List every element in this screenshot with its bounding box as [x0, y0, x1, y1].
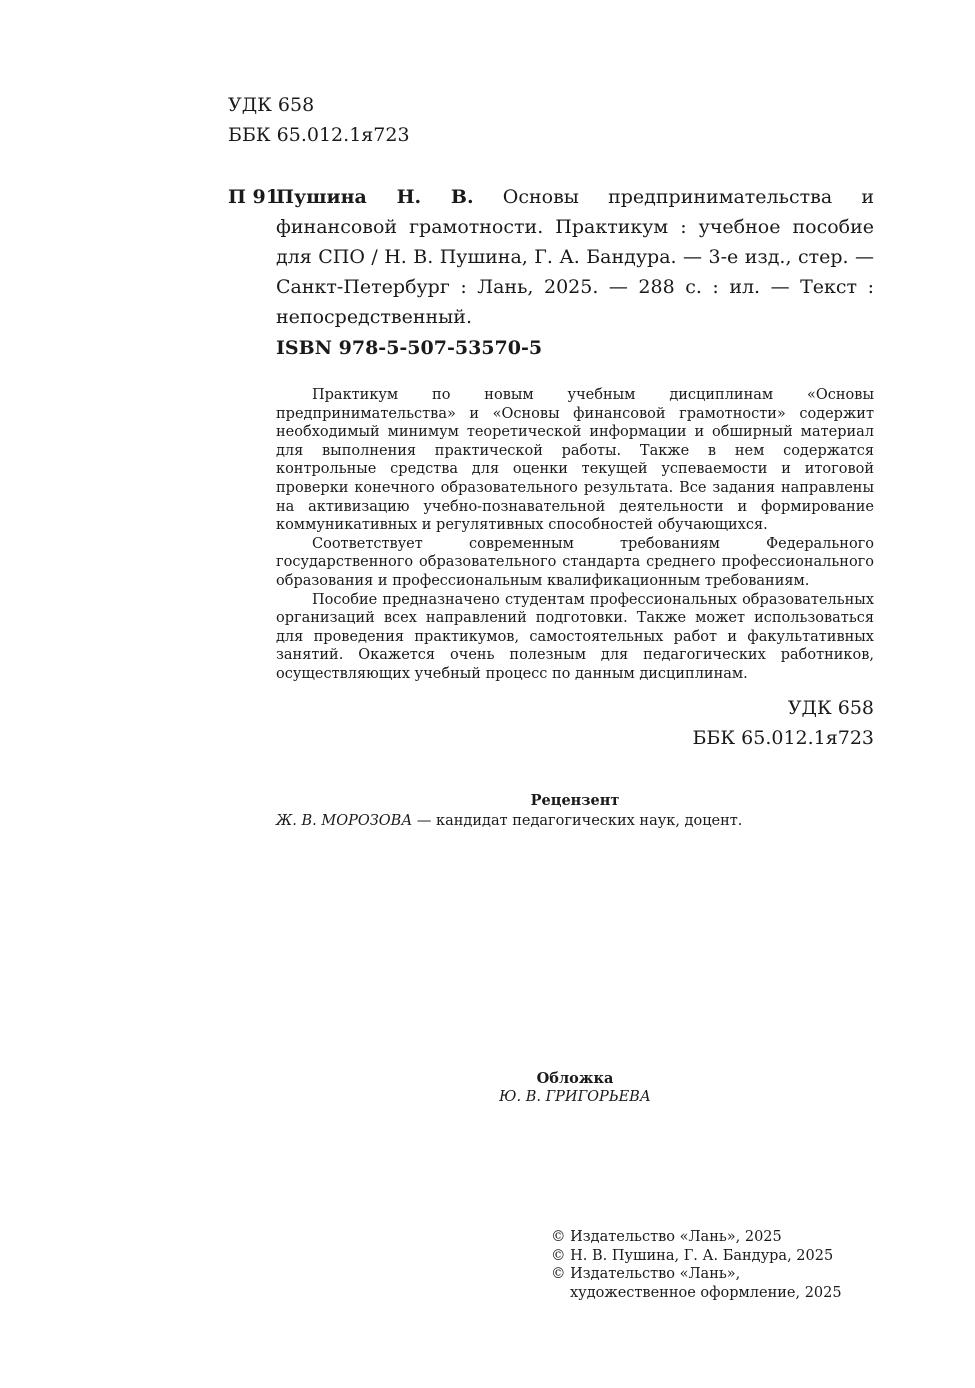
annotation-paragraph-1: Практикум по новым учебным дисциплинам «Основы предпринимательства» и «Основы финансовой грамотности» содержит необходимый минимум теоретической информации и обширный материал для выполнения практической работы. Также в нем содержатся контрольные средства для оценки текущей успеваемости и итоговой проверки конечного образовательного результата. Все задания направлены на активизацию учебно-познавательной деятельности и формирование коммуникативных и регулятивных способностей обучающихся. — [276, 387, 874, 534]
cover-name-text: Ю. В. ГРИГОРЬЕВА — [499, 1089, 651, 1105]
catalog-entry — [276, 182, 874, 332]
catalog-code-text: П 91 — [228, 186, 279, 208]
copyright-line-1: © Издательство «Лань», 2025 — [551, 1229, 782, 1245]
classification-bottom — [600, 693, 874, 753]
udk-top: УДК 658 — [228, 94, 315, 116]
reviewer-name: Ж. В. МОРОЗОВА — [276, 813, 413, 829]
isbn-text: ISBN 978-5-507-53570-5 — [276, 337, 543, 359]
reviewer-heading — [276, 792, 874, 811]
isbn — [276, 333, 542, 363]
copyright-block — [551, 1228, 881, 1302]
catalog-author: Пушина Н. В. — [276, 186, 474, 208]
copyright-line-2: © Н. В. Пушина, Г. А. Бандура, 2025 — [551, 1247, 834, 1264]
reviewer-heading-text: Рецензент — [530, 792, 620, 809]
classification-top — [228, 90, 410, 150]
udk-bottom: УДК 658 — [787, 697, 874, 719]
catalog-code — [228, 182, 279, 212]
annotation — [276, 386, 874, 684]
catalog-description: Основы предпринимательства и финансовой грамотности. Практикум : учебное пособие для СПО / Н. В. Пушина, Г. А. Бандура. — 3-е изд., стер. — Санкт-Петербург : Лань, 2025. — 288 с. : ил. — Текст : непосредственный. — [276, 186, 874, 328]
copyright-line-4: художественное оформление, 2025 — [570, 1284, 842, 1301]
reviewer-line — [276, 812, 874, 831]
annotation-paragraph-3: Пособие предназначено студентам профессиональных образовательных организаций всех направлений подготовки. Также может использоваться для проведения практикумов, самостоятельных работ и факультативных занятий. Окажется очень полезным для педагогических работников, осуществляющих учебный процесс по данным дисциплинам. — [276, 591, 874, 682]
annotation-paragraph-2: Соответствует современным требованиям Федерального государственного образовательного стандарта среднего профессионального образования и профессиональным квалификационным требованиям. — [276, 535, 874, 589]
bbk-bottom: ББК 65.012.1я723 — [692, 727, 874, 749]
cover-heading-text: Обложка — [536, 1070, 614, 1087]
bbk-top: ББК 65.012.1я723 — [228, 124, 410, 146]
cover-name — [276, 1088, 874, 1107]
copyright-line-3: © Издательство «Лань», — [551, 1266, 741, 1283]
reviewer-description: — кандидат педагогических наук, доцент. — [412, 813, 743, 829]
cover-heading — [276, 1070, 874, 1089]
